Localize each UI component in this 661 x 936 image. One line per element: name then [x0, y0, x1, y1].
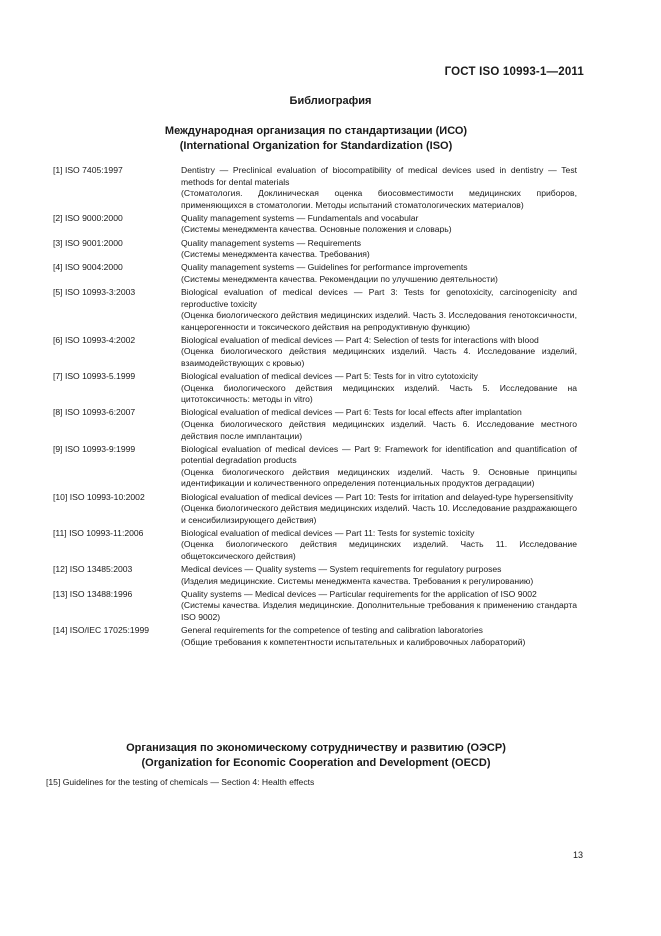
reference-number: [13] ISO 13488:1996	[53, 588, 133, 599]
reference-list	[53, 165, 577, 650]
reference-title-en: Biological evaluation of medical devices — Part 5: Tests for in vitro cytotoxicity	[181, 371, 478, 382]
reference-number: [2] ISO 9000:2000	[53, 212, 123, 223]
reference-title-ru: (Системы менеджмента качества. Требования)	[181, 249, 370, 260]
reference-item	[53, 528, 577, 563]
reference-title-en: Medical devices — Quality systems — System requirements for regulatory purposes	[181, 564, 502, 575]
reference-title-ru: (Оценка биологического действия медицинских изделий. Часть 4. Исследование изделий, взаимодействующих с кровью)	[181, 346, 577, 368]
page-title: Библиография	[289, 95, 372, 107]
reference-title-ru: (Оценка биологического действия медицинских изделий. Часть 5. Исследование на цитотоксичность: методы in vitro)	[181, 382, 577, 405]
reference-title-en: Biological evaluation of medical devices — Part 10: Tests for irritation and delayed-type hypersensitivity	[181, 491, 574, 502]
reference-title-en: Quality systems — Medical devices — Particular requirements for the application of ISO 9002	[181, 588, 537, 599]
reference-number: [11] ISO 10993-11:2006	[53, 527, 144, 538]
section-oecd-heading-en: (Organization for Economic Cooperation and Development (OECD)	[141, 757, 491, 769]
section-oecd-heading-ru: Организация по экономическому сотрудничеству и развитию (ОЭСР)	[126, 742, 506, 754]
section-oecd-heading	[0, 741, 632, 771]
reference-title-ru: (Оценка биологического действия медицинских изделий. Часть 3. Исследования генотоксичности, канцерогенности и токсического действия на репродуктивную функцию)	[181, 310, 577, 332]
reference-item	[53, 165, 577, 211]
reference-item	[53, 564, 577, 587]
reference-title-en: Quality management systems — Guidelines for performance improvements	[181, 262, 468, 273]
reference-title-en: Biological evaluation of medical devices — Part 3: Tests for genotoxicity, carcinogenicity and reproductive toxicity	[181, 286, 577, 309]
reference-number: [12] ISO 13485:2003	[53, 564, 133, 575]
document-code: ГОСТ ISO 10993-1—2011	[444, 66, 584, 78]
reference-title-en: Dentistry — Preclinical evaluation of biocompatibility of medical devices used in dentistry — Test methods for dental materials	[181, 165, 577, 187]
section-iso-heading	[0, 124, 632, 154]
reference-item	[53, 213, 577, 236]
reference-title-en: Biological evaluation of medical devices — Part 9: Framework for identification and quantification of potential degradation products	[181, 443, 577, 466]
reference-item	[53, 262, 577, 285]
reference-title-en: Biological evaluation of medical devices — Part 6: Tests for local effects after implantation	[181, 407, 522, 418]
reference-title-ru: (Системы менеджмента качества. Рекомендации по улучшению деятельности)	[181, 273, 498, 284]
reference-title-ru: (Оценка биологического действия медицинских изделий. Часть 6. Исследование местного действия после имплантации)	[181, 418, 577, 441]
reference-item	[53, 625, 577, 648]
reference-item	[53, 492, 577, 527]
reference-number: [9] ISO 10993-9:1999	[53, 443, 136, 454]
reference-title-en: Biological evaluation of medical devices — Part 11: Tests for systemic toxicity	[181, 527, 475, 538]
reference-title-en: Quality management systems — Fundamentals and vocabular	[181, 212, 419, 223]
reference-item	[53, 287, 577, 333]
reference-title-ru: (Стоматология. Доклиническая оценка биосовместимости медицинских приборов, применяющихся в стоматологии. Методы испытаний стоматологических материалов)	[181, 188, 577, 210]
reference-title-ru: (Системы качества. Изделия медицинские. Дополнительные требования к применению стандарта ISO 9002)	[181, 600, 577, 622]
reference-number: [7] ISO 10993-5.1999	[53, 371, 136, 382]
reference-title-ru: (Общие требования к компетентности испытательных и калибровочных лабораторий)	[181, 636, 526, 647]
reference-number: [10] ISO 10993-10:2002	[53, 491, 145, 502]
reference-title-ru: (Системы менеджмента качества. Основные положения и словарь)	[181, 224, 452, 235]
reference-number: [1] ISO 7405:1997	[53, 165, 123, 175]
reference-item	[53, 444, 577, 490]
reference-number: [6] ISO 10993-4:2002	[53, 334, 136, 345]
reference-item	[53, 371, 577, 406]
reference-item	[53, 335, 577, 370]
reference-item	[53, 589, 577, 624]
reference-item	[53, 407, 577, 442]
reference-title-ru: (Оценка биологического действия медицинских изделий. Часть 9. Основные принципы идентификации и количественного определения потенциальных продуктов деградации)	[181, 466, 577, 489]
reference-title-en: Quality management systems — Requirements	[181, 237, 362, 248]
reference-number: [3] ISO 9001:2000	[53, 237, 123, 248]
reference-number: [4] ISO 9004:2000	[53, 262, 123, 273]
reference-item	[53, 238, 577, 261]
reference-number: [8] ISO 10993-6:2007	[53, 407, 136, 418]
page-number: 13	[572, 850, 583, 860]
reference-number: [14] ISO/IEC 17025:1999	[53, 625, 150, 636]
section-iso-heading-en: (International Organization for Standardization (ISO)	[179, 140, 453, 152]
reference-item-oecd: [15] Guidelines for the testing of chemicals — Section 4: Health effects	[46, 777, 315, 787]
reference-title-ru: (Оценка биологического действия медицинских изделий. Часть 10. Исследование раздражающего и сенсибилизирующего действия)	[181, 503, 577, 525]
reference-title-ru: (Оценка биологического действия медицинских изделий. Часть 11. Исследование общетоксического действия)	[181, 539, 577, 561]
section-iso-heading-ru: Международная организация по стандартизации (ИСО)	[164, 125, 468, 137]
reference-number: [5] ISO 10993-3:2003	[53, 286, 136, 297]
reference-title-ru: (Изделия медицинские. Системы менеджмента качества. Требования к регулированию)	[181, 575, 534, 586]
reference-title-en: Biological evaluation of medical devices — Part 4: Selection of tests for interactions with blood	[181, 334, 539, 345]
reference-title-en: General requirements for the competence of testing and calibration laboratories	[181, 625, 483, 636]
